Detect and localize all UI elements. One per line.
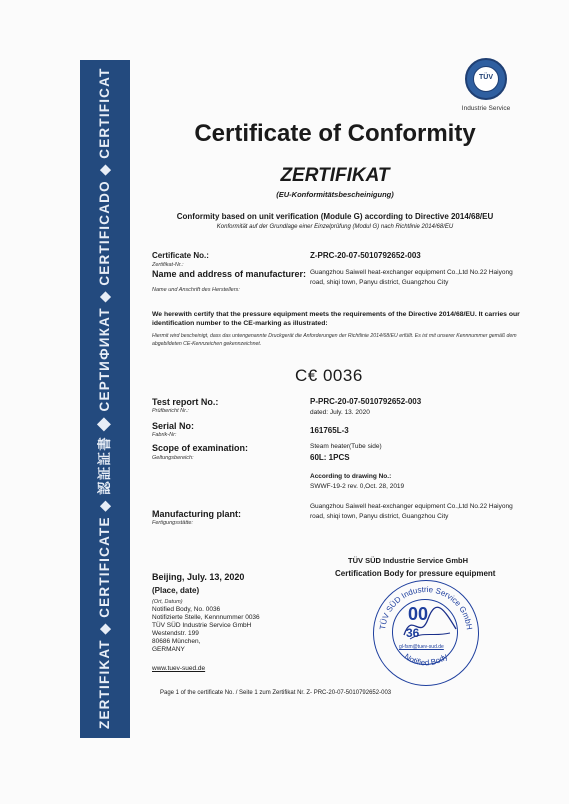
- tuv-logo-icon: [465, 58, 507, 100]
- logo-caption: Industrie Service: [461, 105, 511, 112]
- serial-label-de: Fabrik-Nr:: [152, 432, 177, 438]
- certificate-label: Certificate No.:: [152, 251, 209, 260]
- drawing-label: According to drawing No.:: [310, 473, 392, 480]
- side-band-text: ZERTIFIKAT ◆ CERTIFICATE ◆ 認証証書 ◆ СЕРТИФИКАТ ◆ CERTIFICADO ◆ CERTIFICAT: [97, 67, 112, 729]
- scope-quantity: 60L: 1PCS: [310, 453, 350, 462]
- test-report-number: P-PRC-20-07-5010792652-003: [310, 397, 422, 406]
- notified-body-number-de: Notifizierte Stelle, Kennnummer 0036: [152, 614, 260, 621]
- org-country: GERMANY: [152, 646, 185, 653]
- org-city: 80686 München,: [152, 638, 201, 645]
- page-footer: Page 1 of the certificate No. / Seite 1 zum Zertifikat Nr. Z- PRC-20-07-5010792652-003: [160, 690, 392, 696]
- website-link[interactable]: www.tuev-sued.de: [152, 665, 206, 672]
- issuer-body: Certification Body for pressure equipment: [335, 569, 496, 578]
- place-date-label: (Place, date): [152, 586, 200, 595]
- serial-label: Serial No:: [152, 421, 195, 431]
- plant-label: Manufacturing plant:: [152, 509, 241, 519]
- serial-number: 161765L-3: [310, 426, 349, 435]
- certificate-number: Z-PRC-20-07-5010792652-003: [310, 251, 421, 260]
- subtitle: ZERTIFIKAT: [280, 165, 390, 186]
- stamp-email: gl-fsm@tuev-sud.de: [399, 644, 444, 650]
- manufacturer-address: Guangzhou Saiwell heat-exchanger equipment Co.,Ltd No.22 Haiyong road, shiqi town, Panyu district, Guangzhou City: [310, 269, 513, 286]
- manufacturer-label-de: Name und Anschrift des Herstellers:: [152, 287, 240, 293]
- plant-label-de: Fertigungsstätte:: [152, 520, 193, 526]
- certify-statement-de: Hiermit wird bescheinigt, dass das untengenannte Druckgerät die Anforderungen der Richtlinie 2014/68/EU erfüllt. Es ist mit unserer Kennnummer gemäß dem abgebildeten CE-Kennzeichen gekennzeichnet.: [152, 333, 517, 347]
- test-report-label-de: Prüfbericht Nr.:: [152, 408, 189, 414]
- certify-statement: We herewith certify that the pressure equipment meets the requirements of the Directive 2014/68/EU. It carries our identification number to the CE-marking as illustrated:: [152, 311, 520, 327]
- conformity-basis-de: Konformität auf der Grundlage einer Einzelprüfung (Modul G) nach Richtlinie 2014/68/EU: [216, 224, 454, 230]
- page-title: Certificate of Conformity: [194, 120, 476, 147]
- issuer-company: TÜV SÜD Industrie Service GmbH: [348, 556, 469, 565]
- scope-label: Scope of examination:: [152, 443, 249, 453]
- test-report-label: Test report No.:: [152, 397, 219, 407]
- conformity-basis: Conformity based on unit verification (Module G) according to Directive 2014/68/EU: [176, 212, 494, 221]
- certificate-label-de: Zertifikat-Nr.:: [152, 262, 184, 268]
- svg-text:Notified Body: [403, 652, 450, 668]
- subtitle-de: (EU-Konformitätsbescheinigung): [276, 190, 394, 199]
- stamp-bottom-label: Notified Body: [402, 651, 450, 668]
- tuv-logo-mark: TÜV: [473, 66, 499, 92]
- drawing-number: SWWF-19-2 rev. 0,Oct. 28, 2019: [310, 483, 405, 490]
- stamp-number: 00: [408, 604, 429, 624]
- notified-body-number: Notified Body, No. 0036: [152, 606, 221, 613]
- plant-address: Guangzhou Saiwell heat-exchanger equipment Co.,Ltd No.22 Haiyong road, shiqi town, Panyu district, Guangzhou City: [310, 503, 513, 520]
- test-report-date: dated: July. 13. 2020: [310, 409, 370, 416]
- manufacturer-label: Name and address of manufacturer:: [152, 269, 307, 279]
- signature-icon: [400, 605, 460, 645]
- ce-mark: C€ 0036: [295, 366, 363, 385]
- org-street: Westendstr. 199: [152, 630, 199, 637]
- place-date-label-de: (Ort, Datum): [152, 599, 183, 605]
- stamp-number-2: 36: [406, 626, 420, 640]
- org-name: TÜV SÜD Industrie Service GmbH: [152, 622, 252, 629]
- stamp-ring-label: TÜV SÜD Industrie Service GmbH: [378, 584, 474, 631]
- scope-label-de: Geltungsbereich:: [152, 455, 194, 461]
- scope-item: Steam heater(Tube side): [310, 443, 382, 450]
- issue-place-date: Beijing, July. 13, 2020: [152, 572, 245, 582]
